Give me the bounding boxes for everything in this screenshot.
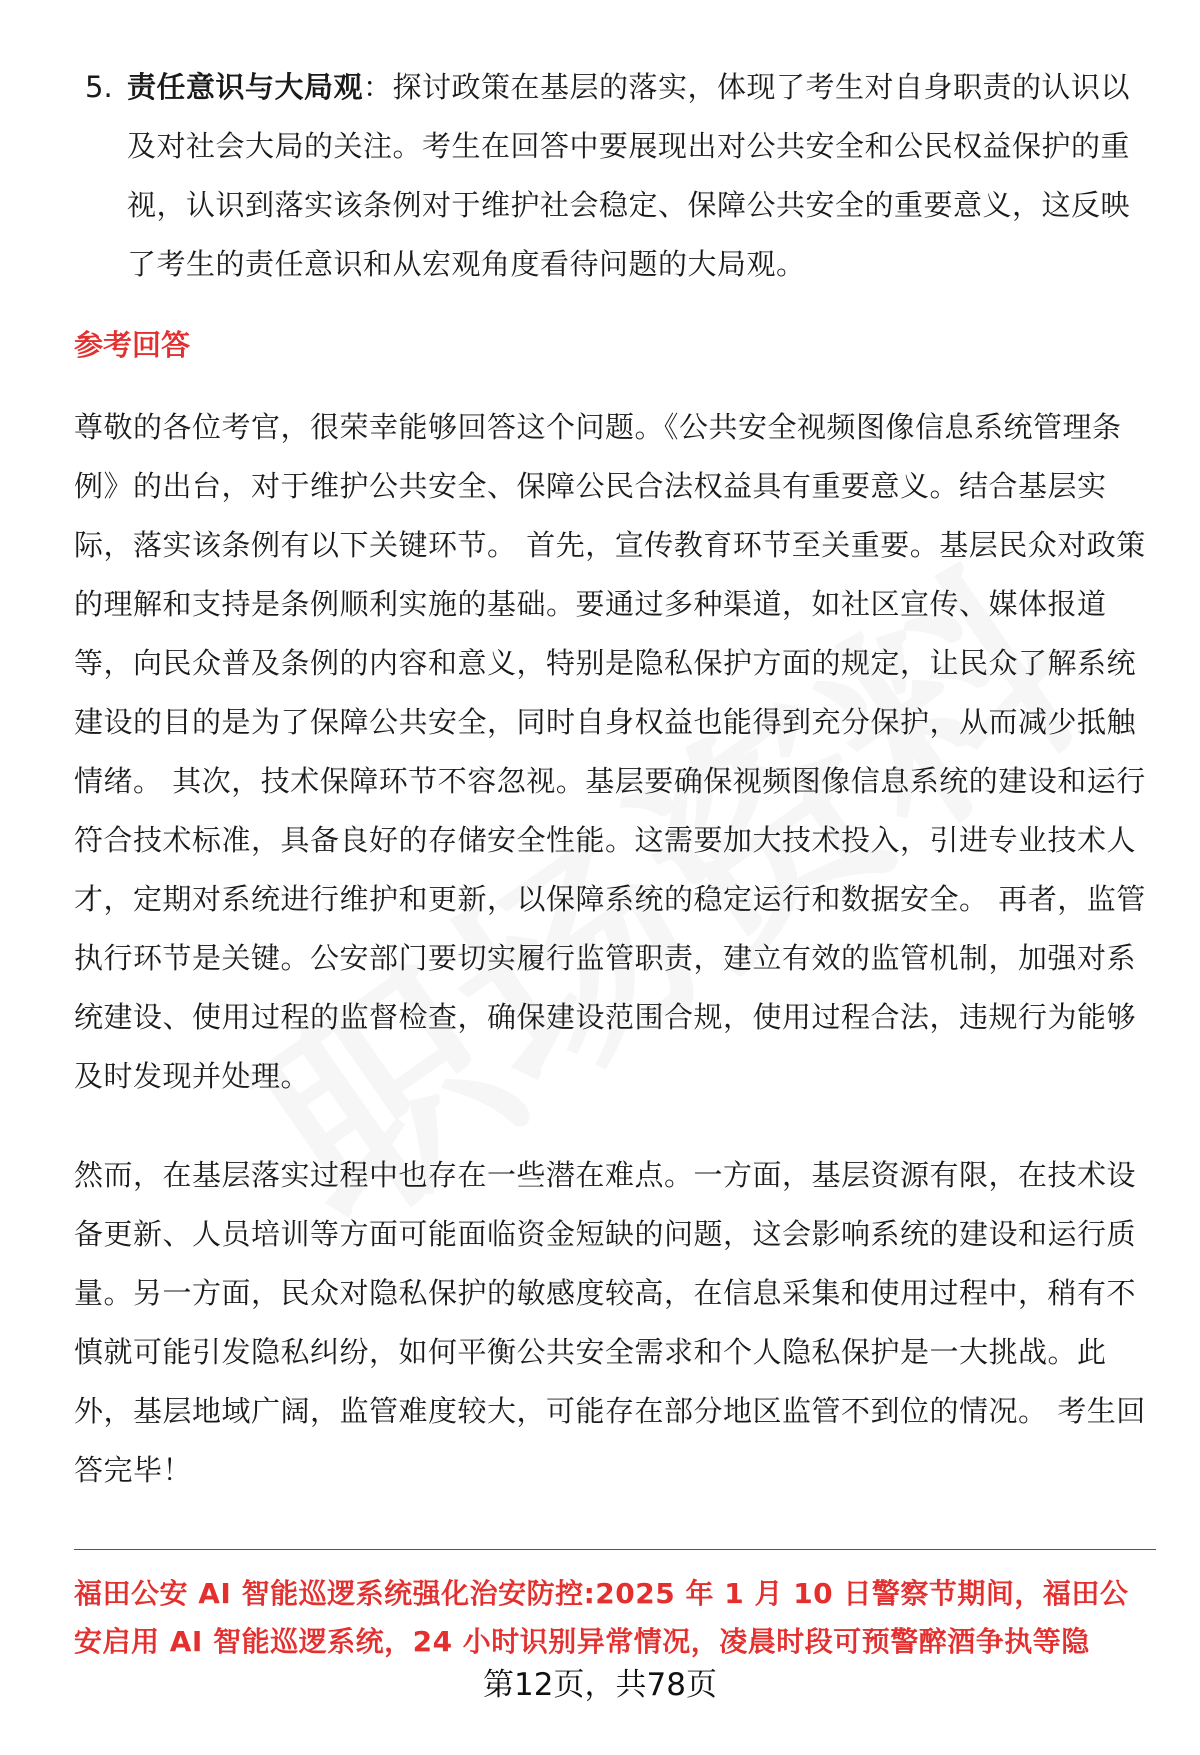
reference-answer-heading: 参考回答: [74, 328, 191, 362]
divider: [74, 1549, 1156, 1550]
answer-paragraph-1: 尊敬的各位考官，很荣幸能够回答这个问题。《公共安全视频图像信息系统管理条例》的出台，对于维护公共安全、保障公民合法权益具有重要意义。结合基层实际，落实该条例有以下关键环节。 首先，宣传教育环节至关重要。基层民众对政策的理解和支持是条例顺利实施的基础。要通过多种渠道，如社区宣传、媒体报道等，向民众普及条例的内容和意义，特别是隐私保护方面的规定，让民众了解系统建设的目的是为了保障公共安全，同时自身权益也能得到充分保护，从而减少抵触情绪。 其次，技术保障环节不容忽视。基层要确保视频图像信息系统的建设和运行符合技术标准，具备良好的存储安全性能。这需要加大技术投入，引进专业技术人才，定期对系统进行维护和更新，以保障系统的稳定运行和数据安全。 再者，监管执行环节是关键。公安部门要切实履行监管职责，建立有效的监管机制，加强对系统建设、使用过程的监督检查，确保建设范围合规，使用过程合法，违规行为能够及时发现并处理。: [74, 410, 1146, 1093]
list-item-5: [85, 58, 1145, 294]
list-item-text: ：探讨政策在基层的落实，体现了考生对自身职责的认识以及对社会大局的关注。考生在回答中要展现出对公共安全和公民权益保护的重视，认识到落实该条例对于维护社会稳定、保障公共安全的重要意义，这反映了考生的责任意识和从宏观角度看待问题的大局观。: [127, 70, 1131, 281]
page-indicator: 第12页，共78页: [483, 1667, 717, 1703]
list-item-number: 5.: [85, 70, 113, 104]
list-item-body: [127, 58, 1145, 294]
answer-paragraph-2: 然而，在基层落实过程中也存在一些潜在难点。一方面，基层资源有限，在技术设备更新、人员培训等方面可能面临资金短缺的问题，这会影响系统的建设和运行质量。另一方面，民众对隐私保护的敏感度较高，在信息采集和使用过程中，稍有不慎就可能引发隐私纠纷，如何平衡公共安全需求和个人隐私保护是一大挑战。此外，基层地域广阔，监管难度较大，可能存在部分地区监管不到位的情况。 考生回答完毕！: [74, 1158, 1146, 1487]
news-snippet: 福田公安 AI 智能巡逻系统强化治安防控:2025 年 1 月 10 日警察节期间，福田公安启用 AI 智能巡逻系统，24 小时识别异常情况，凌晨时段可预警醉酒争执等隐: [74, 1577, 1129, 1658]
list-item-title: 责任意识与大局观: [127, 70, 364, 104]
